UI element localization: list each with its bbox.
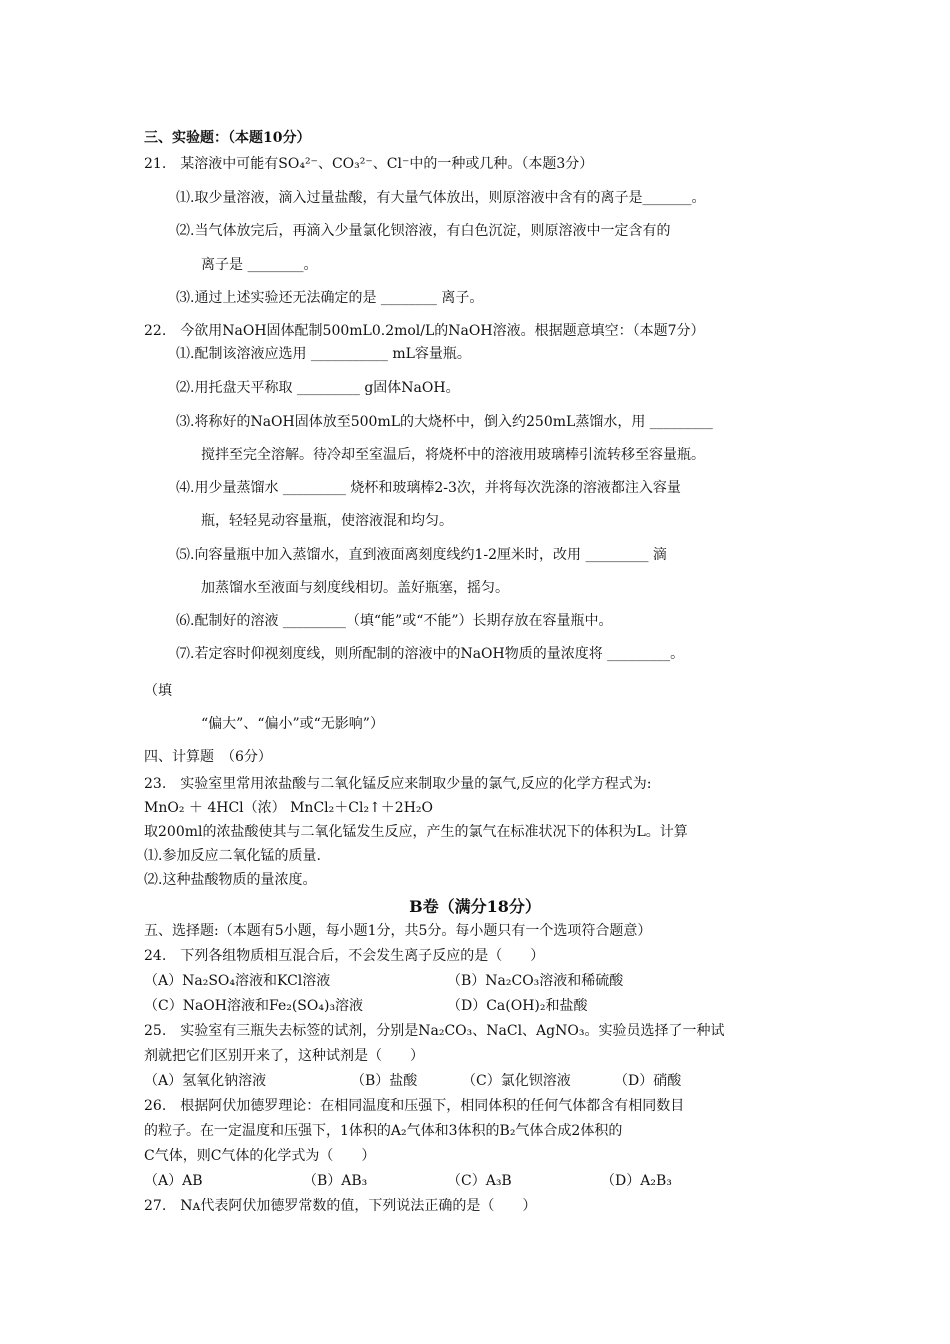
text-line: 搅拌至完全溶解。待冷却至室温后，将烧杯中的溶液用玻璃棒引流转移至容量瓶。 — [201, 447, 705, 463]
text-line: 离子是 ________。 — [201, 257, 318, 273]
text-line: 取200ml的浓盐酸使其与二氧化锰发生反应，产生的氯气在标准状况下的体积为L。计算 — [144, 824, 688, 840]
text-line: ⑷.用少量蒸馏水 _________ 烧杯和玻璃棒2-3次，并将每次洗涤的溶液都注入容量 — [176, 480, 681, 496]
text-line: 四、计算题 （6分） — [144, 749, 272, 765]
text-line: （D）A₂B₃ — [601, 1173, 672, 1189]
text-line: 加蒸馏水至液面与刻度线相切。盖好瓶塞，摇匀。 — [201, 580, 509, 596]
text-line: 26. 根据阿伏加德罗理论：在相同温度和压强下，相同体积的任何气体都含有相同数目 — [144, 1098, 685, 1114]
text-line: ⑶.通过上述实验还无法确定的是 ________ 离子。 — [176, 290, 484, 306]
text-line: （D）Ca(OH)₂和盐酸 — [447, 998, 588, 1014]
text-line: （C）氯化钡溶液 — [462, 1073, 571, 1089]
text-line: ⑴.参加反应二氧化锰的质量. — [144, 848, 321, 864]
text-line: ⑵.当气体放完后，再滴入少量氯化钡溶液，有白色沉淀，则原溶液中一定含有的 — [176, 223, 671, 239]
text-line: 五、选择题:（本题有5小题，每小题1分，共5分。每小题只有一个选项符合题意） — [144, 923, 652, 939]
text-line: ⑵.这种盐酸物质的量浓度。 — [144, 872, 317, 888]
text-line: （填 — [144, 683, 172, 699]
text-line: 21. 某溶液中可能有SO₄²⁻、CO₃²⁻、Cl⁻中的一种或几种。（本题3分） — [144, 156, 594, 172]
text-line: 23. 实验室里常用浓盐酸与二氧化锰反应来制取少量的氯气,反应的化学方程式为: — [144, 776, 652, 792]
text-line: （B）AB₃ — [303, 1173, 368, 1189]
text-line: （B）盐酸 — [351, 1073, 418, 1089]
text-line: 的粒子。在一定温度和压强下，1体积的A₂气体和3体积的B₂气体合成2体积的 — [144, 1123, 623, 1139]
text-line: （B）Na₂CO₃溶液和稀硫酸 — [447, 973, 624, 989]
text-line: （C）A₃B — [447, 1173, 512, 1189]
text-line: MnO₂ ＋ 4HCl（浓） MnCl₂＋Cl₂↑＋2H₂O — [144, 800, 433, 816]
text-line: 24. 下列各组物质相互混合后，不会发生离子反应的是（ ） — [144, 948, 545, 964]
text-line: ⑺.若定容时仰视刻度线，则所配制的溶液中的NaOH物质的量浓度将 _________。 — [176, 646, 685, 662]
text-line: （A）氢氧化钠溶液 — [144, 1073, 267, 1089]
text-line: “偏大”、“偏小”或“无影响”） — [201, 716, 384, 732]
text-line: （C）NaOH溶液和Fe₂(SO₄)₃溶液 — [144, 998, 364, 1014]
text-line: ⑵.用托盘天平称取 _________ g固体NaOH。 — [176, 380, 460, 396]
text-line: 27. Nᴀ代表阿伏加德罗常数的值，下列说法正确的是（ ） — [144, 1198, 537, 1214]
text-line: B卷（满分18分） — [409, 897, 541, 916]
text-line: 22. 今欲用NaOH固体配制500mL0.2mol/L的NaOH溶液。根据题意填空：（本题7分） — [144, 323, 705, 339]
text-line: （A）Na₂SO₄溶液和KCl溶液 — [144, 973, 331, 989]
text-line: （A）AB — [144, 1173, 203, 1189]
text-line: ⑶.将称好的NaOH固体放至500mL的大烧杯中，倒入约250mL蒸馏水，用 _________ — [176, 414, 713, 430]
text-line: （D）硝酸 — [614, 1073, 682, 1089]
text-line: 瓶，轻轻晃动容量瓶，使溶液混和均匀。 — [201, 513, 453, 529]
text-line: 剂就把它们区别开来了，这种试剂是（ ） — [144, 1048, 424, 1064]
text-line: 三、实验题：（本题10分） — [144, 130, 311, 146]
text-line: ⑸.向容量瓶中加入蒸馏水，直到液面离刻度线约1-2厘米时，改用 _________ 滴 — [176, 547, 667, 563]
text-line: ⑴.取少量溶液，滴入过量盐酸，有大量气体放出，则原溶液中含有的离子是_______。 — [176, 190, 706, 206]
text-line: ⑹.配制好的溶液 _________（填“能”或“不能”）长期存放在容量瓶中。 — [176, 613, 613, 629]
text-line: ⑴.配制该溶液应选用 ___________ mL容量瓶。 — [176, 346, 471, 362]
text-line: 25. 实验室有三瓶失去标签的试剂，分别是Na₂CO₃、NaCl、AgNO₃。实验员选择了一种试 — [144, 1023, 725, 1039]
text-line: C气体，则C气体的化学式为（ ） — [144, 1148, 376, 1164]
